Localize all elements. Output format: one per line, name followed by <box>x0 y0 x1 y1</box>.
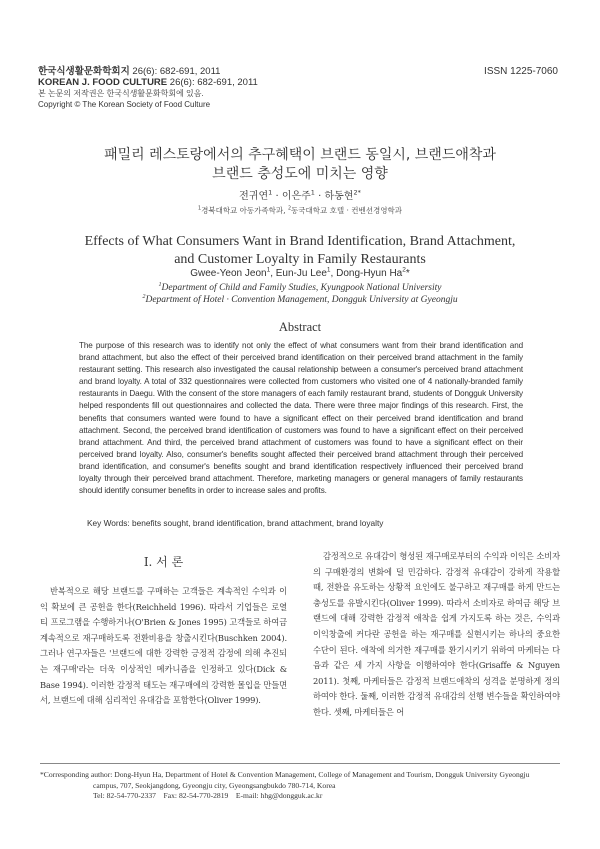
affiliation: Department of Child and Family Studies, Kyungpook National University <box>161 283 442 293</box>
affiliation-sup: 1 <box>158 281 162 288</box>
affiliation-sup: 1 <box>197 205 202 212</box>
copyright-notice: Copyright © The Korean Society of Food Culture <box>38 100 211 109</box>
author-sup: 1 <box>310 188 315 197</box>
journal-header <box>38 66 258 110</box>
korean-title <box>0 146 600 184</box>
journal-issue-en: 26(6): 682-691, 2011 <box>169 77 258 88</box>
footnote-line: *Corresponding author: Dong-Hyun Ha, Department of Hotel & Convention Management, College of Management and Tourism, Dongguk University Gyeongju <box>40 770 530 779</box>
footnote <box>40 770 565 802</box>
english-affiliation-2 <box>0 294 600 306</box>
footnote-line: campus, 707, Seokjangdong, Gyeongju city, Gyeongsangbukdo 780-714, Korea <box>93 780 336 790</box>
body-paragraph: 반복적으로 해당 브랜드를 구매하는 고객들은 계속적인 수익과 이익 확보에 큰 공헌을 한다(Reichheld 1996). 따라서 기업들은 로열티 프로그램을 수행하거나(O'Brien & Jones 1995) 고객들로 하여금 계속적으로 재구매하도록 전환비용을 창출시킨다(Buschken 2004). 그러나 연구자들은 '브랜드에 대한 강력한 긍정적 감정에 의해 추진되는 재구매'라는 더욱 이상적인 메카니즘을 인정하고 있다(Dick & Base 1994). 이러한 감정적 태도는 재구매에의 강력한 몰입을 만들면서, 브랜드에 대해 심리적인 유대감을 포함한다(Oliver 1999). <box>40 586 287 706</box>
author-sup: 1 <box>326 266 331 274</box>
footnote-line: Tel: 82-54-770-2337 Fax: 82-54-770-2819 E-mail: hhg@dongguk.ac.kr <box>93 791 323 800</box>
journal-line-ko <box>38 66 258 77</box>
journal-issue-ko: 26(6): 682-691, 2011 <box>132 66 221 77</box>
section-heading: I. 서 론 <box>143 555 184 569</box>
author-sup: 1 <box>266 266 271 274</box>
abstract-heading: Abstract <box>278 320 322 334</box>
footnote-contact <box>40 791 565 802</box>
korean-title-line2: 브랜드 충성도에 미치는 영향 <box>212 166 388 182</box>
affiliation: 동국대학교 호텔 · 컨벤션경영학과 <box>291 206 402 215</box>
author-separator: · <box>314 191 325 202</box>
abstract-text: The purpose of this research was to identify not only the effect of what consumers want from their brand identification and brand attachment, but also the effect of their perceived brand identification on their perceived brand attachment in the family restaurant setting. This research also investigated the causal relationship between a consumer's perceived brand attachment and brand loyalty. A total of 332 questionnaires were collected from customers who visited one of 4 nationally-branded family restaurants in Daegu. With the consent of the store managers of each family restaurant brand, students of Dongguk University helped respondents fill out questionnaires and collected the data. There were three major findings of this research. First, the benefits that consumers wanted were found to have a significant effect on their perceived brand identification and brand attachment. Second, the perceived brand identification of customers was found to have a significant effect on their perceived brand attachment. And third, the perceived brand attachment of customers was found to have a significant effect on their perceived brand loyalty. Also, consumer's benefits sought affected their perceived brand attachment through their perceived brand identification, and consumer's benefits sought and brand identification respectively influenced their perceived brand loyalty through their perceived brand attachment. Therefore, marketing managers or general managers of family restaurants should identify consumer benefits in order to increase sales and profits. <box>79 341 523 496</box>
author-name: Gwee-Yeon Jeon <box>190 268 267 279</box>
copyright-notice-ko: 본 논문의 저작권은 한국식생활문화학회에 있음. <box>38 89 204 98</box>
body-column-left <box>40 545 287 709</box>
journal-line-en <box>38 77 258 88</box>
author-separator: · <box>272 191 282 202</box>
author-sup: 2 <box>402 266 406 274</box>
author-name: 이은주 <box>281 191 311 202</box>
affiliation-sup: 2 <box>287 205 292 212</box>
english-affiliation-1 <box>0 282 600 294</box>
korean-title-line1: 패밀리 레스토랑에서의 추구혜택이 브랜드 동일시, 브랜드애착과 <box>104 147 496 163</box>
english-title-line1: Effects of What Consumers Want in Brand Identification, Brand Attachment, <box>84 234 516 249</box>
keywords: Key Words: benefits sought, brand identification, brand attachment, brand loyalty <box>87 518 384 528</box>
journal-name-en: KOREAN J. FOOD CULTURE <box>38 77 168 88</box>
affiliation-sup: 2 <box>142 293 146 300</box>
english-authors <box>0 268 600 279</box>
footnote-divider <box>40 763 560 764</box>
author-name: 하동현 <box>324 191 354 202</box>
body-paragraph: 감정적으로 유대감이 형성된 재구매로부터의 수익과 이익은 소비자의 구매환경의 변화에 덜 민감하다. 감정적 유대감이 강하게 작용할 때, 전환을 유도하는 상황적 요인에도 불구하고 재구매를 하게 만드는 충성도를 유발시킨다(Oliver 1999). 따라서 소비자로 하여금 해당 브랜드에 대해 강력한 감정적 애착을 쉽게 가지도록 하는 것은, 수익과 이익창출에 커다란 공헌을 하는 재구매를 실현시키는 하나의 중요한 수단이 된다. 애착에 의거한 재구매를 환기시키기 위하여 마케터는 다음과 같은 세 가지 사항을 이행하여야 한다(Grisaffe & Nguyen 2011). 첫째, 마케터들은 감정적 브랜드애착의 성격을 분명하게 정의하여야 한다. 둘째, 이러한 감정적 유대감의 선행 변수들을 확인하여야 한다. 셋째, 마케터들은 어 <box>313 551 560 717</box>
issn: ISSN 1225-7060 <box>484 66 558 77</box>
affiliation: Department of Hotel · Convention Management, Dongguk University at Gyeongju <box>145 295 458 305</box>
affiliation: 경북대학교 아동가족학과, <box>201 206 288 215</box>
body-column-right <box>313 549 560 721</box>
author-name: , Dong-Hyun Ha <box>330 268 403 279</box>
author-name: 전귀연 <box>239 191 269 202</box>
korean-authors <box>0 187 600 202</box>
english-title-line2: and Customer Loyalty in Family Restaurants <box>174 252 426 267</box>
english-title <box>0 233 600 269</box>
author-sup: 2* <box>353 188 361 197</box>
english-affiliations <box>0 282 600 306</box>
journal-name-ko: 한국식생활문화학회지 <box>38 66 130 77</box>
author-sup: 1 <box>268 188 273 197</box>
corresponding-mark: * <box>405 268 410 279</box>
author-name: , Eun-Ju Lee <box>270 268 327 279</box>
korean-affiliations <box>0 205 600 216</box>
